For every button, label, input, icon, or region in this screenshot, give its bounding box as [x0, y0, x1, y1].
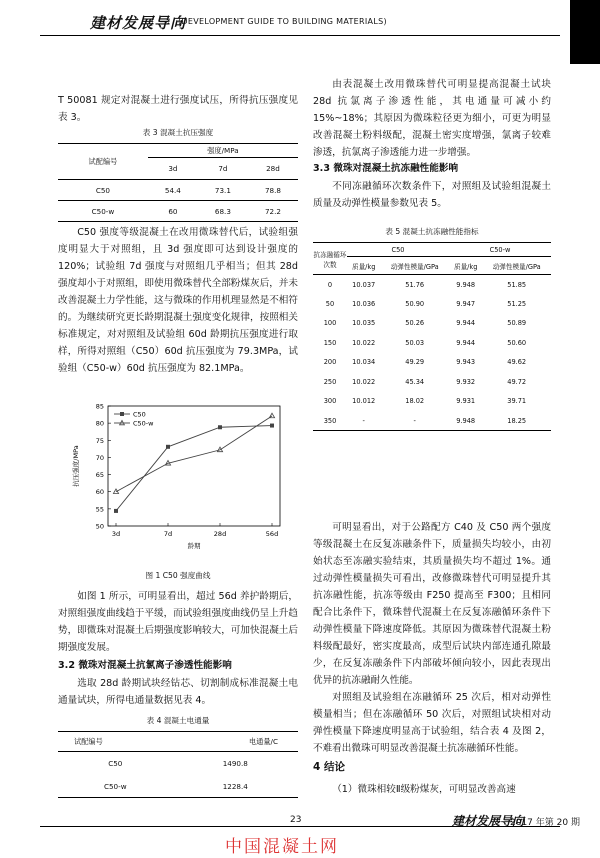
table5-caption: 表 5 混凝土抗冻融性能指标 — [385, 227, 479, 236]
x-tick-label: 56d — [265, 530, 279, 538]
table5-cell: 9.931 — [456, 397, 476, 406]
table5-cell: 39.71 — [507, 397, 527, 406]
table5-cell: 0 — [327, 280, 333, 289]
table5-cell: 50.03 — [405, 338, 425, 347]
table5-subcol: 质量/kg — [449, 257, 482, 275]
right-freeze-block — [313, 519, 551, 757]
table5-cell: 9.947 — [456, 299, 476, 308]
table5-cell: 18.25 — [507, 416, 527, 425]
journal-logo: 建材发展导向 — [90, 14, 187, 32]
table5-cell: 150 — [323, 338, 337, 347]
table5-cell: 9.948 — [456, 416, 476, 425]
table4-col2: 电通量/C — [173, 732, 298, 752]
right-top-block — [313, 76, 551, 161]
table5 — [313, 242, 551, 431]
table5-cell: 50.60 — [507, 338, 527, 347]
table5-cell: 9.943 — [456, 358, 476, 367]
data-point — [166, 445, 170, 449]
table5-group: C50 — [347, 243, 449, 257]
table5-body — [313, 275, 551, 431]
y-tick-label: 65 — [95, 471, 104, 480]
y-tick-label: 85 — [95, 402, 104, 411]
x-tick-label: 3d — [111, 530, 121, 538]
x-tick-label: 7d — [163, 530, 173, 538]
paragraph-figure: 如图 1 所示，可明显看出，超过 56d 养护龄期后，对照组强度曲线趋于平缓，而试验组强度曲线仍呈上升趋势，即微珠对混凝土后期强度影响较大，可加快混凝土后期强度发展。 — [58, 591, 298, 653]
y-tick-label: 75 — [95, 436, 104, 445]
left-fig-block — [58, 588, 298, 656]
table3-cell: 73.1 — [214, 185, 231, 195]
table5-cell: 51.76 — [405, 280, 425, 289]
legend-marker — [120, 412, 124, 416]
data-point — [218, 425, 222, 429]
table3-age: 7d — [198, 158, 248, 180]
corner-tab — [570, 0, 600, 64]
table5-cell: 100 — [323, 319, 337, 328]
table4-cell: 1228.4 — [222, 781, 248, 791]
x-tick-label: 28d — [213, 530, 227, 538]
journal-subtitle: (DEVELOPMENT GUIDE TO BUILDING MATERIALS) — [178, 17, 387, 26]
table3-age: 3d — [148, 158, 198, 180]
table5-row — [313, 294, 551, 314]
table5-cell: 51.85 — [507, 280, 527, 289]
left-intro — [58, 92, 298, 126]
paragraph-right-top: 由表混凝土改用微珠替代可明显提高混凝土试块 28d 抗氯离子渗透性能，其电通量可减小约 15%~18%；其原因为微珠粒径更为细小，可更为明显改善混凝土粉料级配，混凝土密实度增强，氯离子较难渗透，抗氯离子渗透能力进一步增强。 — [313, 79, 551, 158]
table5-cell: - — [413, 416, 416, 425]
paragraph-strength: C50 强度等级混凝土在改用微珠替代后，试验组强度明显大于对照组，且 3d 强度即可达到设计强度的 120%；试验组 7d 强度与对照组几乎相当；但其 28d 强度却小于对照组，即使用微珠替代全部粉煤灰后，并未改善混凝土力学性能，这与微珠的作用机理显然是不相符的。为继续研究更长龄期混凝土强度变化规律，按照相关标准规定，对对照组及试验组 60d 龄期抗压强度进行取样，所得对照组（C50）60d 抗压强度为 79.3MPa，试验组（C50-w）60d 抗压强度为 82.1MPa。 — [58, 227, 298, 374]
strength-chart — [62, 400, 294, 565]
table3-cell: 68.3 — [214, 206, 231, 216]
table5-cell: 300 — [323, 397, 337, 406]
table4-col1: 试配编号 — [58, 732, 173, 752]
table5-cell: 10.035 — [352, 319, 376, 328]
table5-cell: 10.036 — [352, 299, 376, 308]
table5-cell: 49.62 — [507, 358, 527, 367]
table3-cell: 78.8 — [264, 185, 281, 195]
table4-cell: C50 — [108, 759, 123, 769]
table5-subcol: 动弹性模量/GPa — [380, 257, 449, 275]
table3-caption: 表 3 混凝土抗压强度 — [142, 128, 214, 137]
table5-cell: 9.948 — [456, 280, 476, 289]
table4-cell: C50-w — [103, 781, 127, 791]
table5-cell: - — [362, 416, 365, 425]
table4 — [58, 731, 298, 798]
header-rule — [40, 35, 560, 36]
series-line-c50 — [116, 426, 272, 511]
table5-row — [313, 275, 551, 295]
paragraph-freeze-2: 对照组及试验组在冻融循环 25 次后，相对动弹性模量相当；但在冻融循环 50 次后，对照组试块相对动弹性模量下降速度明显高于试验组，结合表 4 及图 2，不难看出微珠可明显改善混凝土抗冻融循环性能。 — [313, 692, 551, 754]
table5-row — [313, 333, 551, 353]
table5-row — [313, 411, 551, 431]
data-point — [114, 509, 118, 513]
y-tick-label: 70 — [95, 453, 104, 462]
y-tick-label: 55 — [95, 505, 104, 514]
section-4-heading: 4 结论 — [313, 761, 345, 773]
table3-cell: C50 — [95, 185, 111, 195]
table5-cell: 45.34 — [405, 377, 425, 386]
table5-cell: 50.89 — [507, 319, 527, 328]
table3-col-label: 试配编号 — [58, 144, 148, 180]
y-tick-label: 50 — [95, 522, 104, 531]
table5-cell: 10.034 — [352, 358, 376, 367]
paragraph-conclusion: （1）微珠相较Ⅱ级粉煤灰，可明显改善高速 — [332, 784, 516, 795]
table3-cell: 60 — [168, 206, 178, 216]
table5-cell: 51.25 — [507, 299, 527, 308]
table5-row — [313, 353, 551, 373]
table5-cell: 50.26 — [405, 319, 425, 328]
y-axis-label: 抗压强度/MPa — [72, 445, 80, 487]
table5-cell: 10.012 — [352, 397, 376, 406]
site-watermark: 中国混凝土网 — [225, 837, 339, 857]
table5-cell: 9.944 — [456, 338, 476, 347]
legend-label: C50 — [133, 410, 146, 419]
footer-logo: 建材发展导向 — [452, 814, 525, 828]
left-32-block — [58, 675, 298, 709]
table3-group-label: 强度/MPa — [148, 144, 298, 158]
right-4-block — [313, 781, 551, 798]
table5-col0: 抗冻融循环次数 — [313, 243, 347, 275]
table5-cell: 250 — [323, 377, 337, 386]
table5-cell: 9.932 — [456, 377, 476, 386]
table5-row — [313, 392, 551, 412]
section-3-2-heading: 3.2 微珠对混凝土抗氯离子渗透性能影响 — [58, 660, 232, 671]
table5-subcol: 质量/kg — [347, 257, 380, 275]
table5-subcol: 动弹性模量/GPa — [482, 257, 551, 275]
right-33-block — [313, 178, 551, 212]
table4-caption: 表 4 混凝土电通量 — [146, 716, 210, 725]
table5-cell: 10.037 — [352, 280, 376, 289]
table5-cell: 49.72 — [507, 377, 527, 386]
table5-row — [313, 314, 551, 334]
table3 — [58, 143, 298, 222]
table5-cell: 9.944 — [456, 319, 476, 328]
table5-cell: 50.90 — [405, 299, 425, 308]
table5-cell: 10.022 — [352, 377, 376, 386]
section-3-3-heading: 3.3 微珠对混凝土抗冻融性能影响 — [313, 163, 459, 174]
table4-cell: 1490.8 — [222, 759, 248, 769]
table3-cell: C50-w — [91, 206, 115, 216]
table5-cell: 49.29 — [405, 358, 425, 367]
issue-label: 2017 年第 20 期 — [510, 818, 580, 828]
table5-row — [313, 372, 551, 392]
page-number: 23 — [290, 815, 302, 825]
data-point — [270, 424, 274, 428]
table5-cell: 10.022 — [352, 338, 376, 347]
paragraph-freeze-1: 可明显看出，对于公路配方 C40 及 C50 两个强度等级混凝土在反复冻融条件下，质量损失均较小，由初始状态至冻融实验结束，其质量损失均不超过 1%。通过动弹性模量损失可看出，改修微珠替代可明显提升其抗冻融性能，抗冻等级由 F250 提高至 F300；且相同配合比条件下，微珠替代混凝土在反复冻融循环条件下动弹性模量下降速度降低。其原因为微珠替代混凝土粉料级配最好，密实度最高，成型后试块内部连通孔隙最少，在反复冻融条件下内部破坏倾向较小，因此表现出优异的抗冻融耐久性能。 — [313, 522, 551, 686]
figure1-caption: 图 1 C50 强度曲线 — [145, 571, 211, 580]
table5-group: C50-w — [449, 243, 551, 257]
table5-cell: 50 — [325, 299, 335, 308]
data-point — [269, 413, 274, 418]
x-axis-label: 龄期 — [187, 542, 201, 550]
table3-cell: 54.4 — [164, 185, 181, 195]
table3-age: 28d — [248, 158, 298, 180]
paragraph-intro: T 50081 规定对混凝土进行强度试压，所得抗压强度见表 3。 — [58, 95, 298, 123]
table5-cell: 350 — [323, 416, 337, 425]
table5-cell: 200 — [323, 358, 337, 367]
y-tick-label: 80 — [95, 419, 104, 428]
y-tick-label: 60 — [95, 488, 104, 497]
paragraph-3-3: 不同冻融循环次数条件下，对照组及试验组混凝土质量及动弹性模量参数见表 5。 — [313, 181, 551, 209]
legend-label: C50-w — [133, 419, 154, 428]
table5-cell: 18.02 — [405, 397, 425, 406]
left-strength-block — [58, 224, 298, 377]
table3-cell: 72.2 — [264, 206, 281, 216]
paragraph-3-2: 选取 28d 龄期试块经钻芯、切割制成标准混凝土电通量试块，所得电通量数据见表 4。 — [58, 678, 298, 706]
